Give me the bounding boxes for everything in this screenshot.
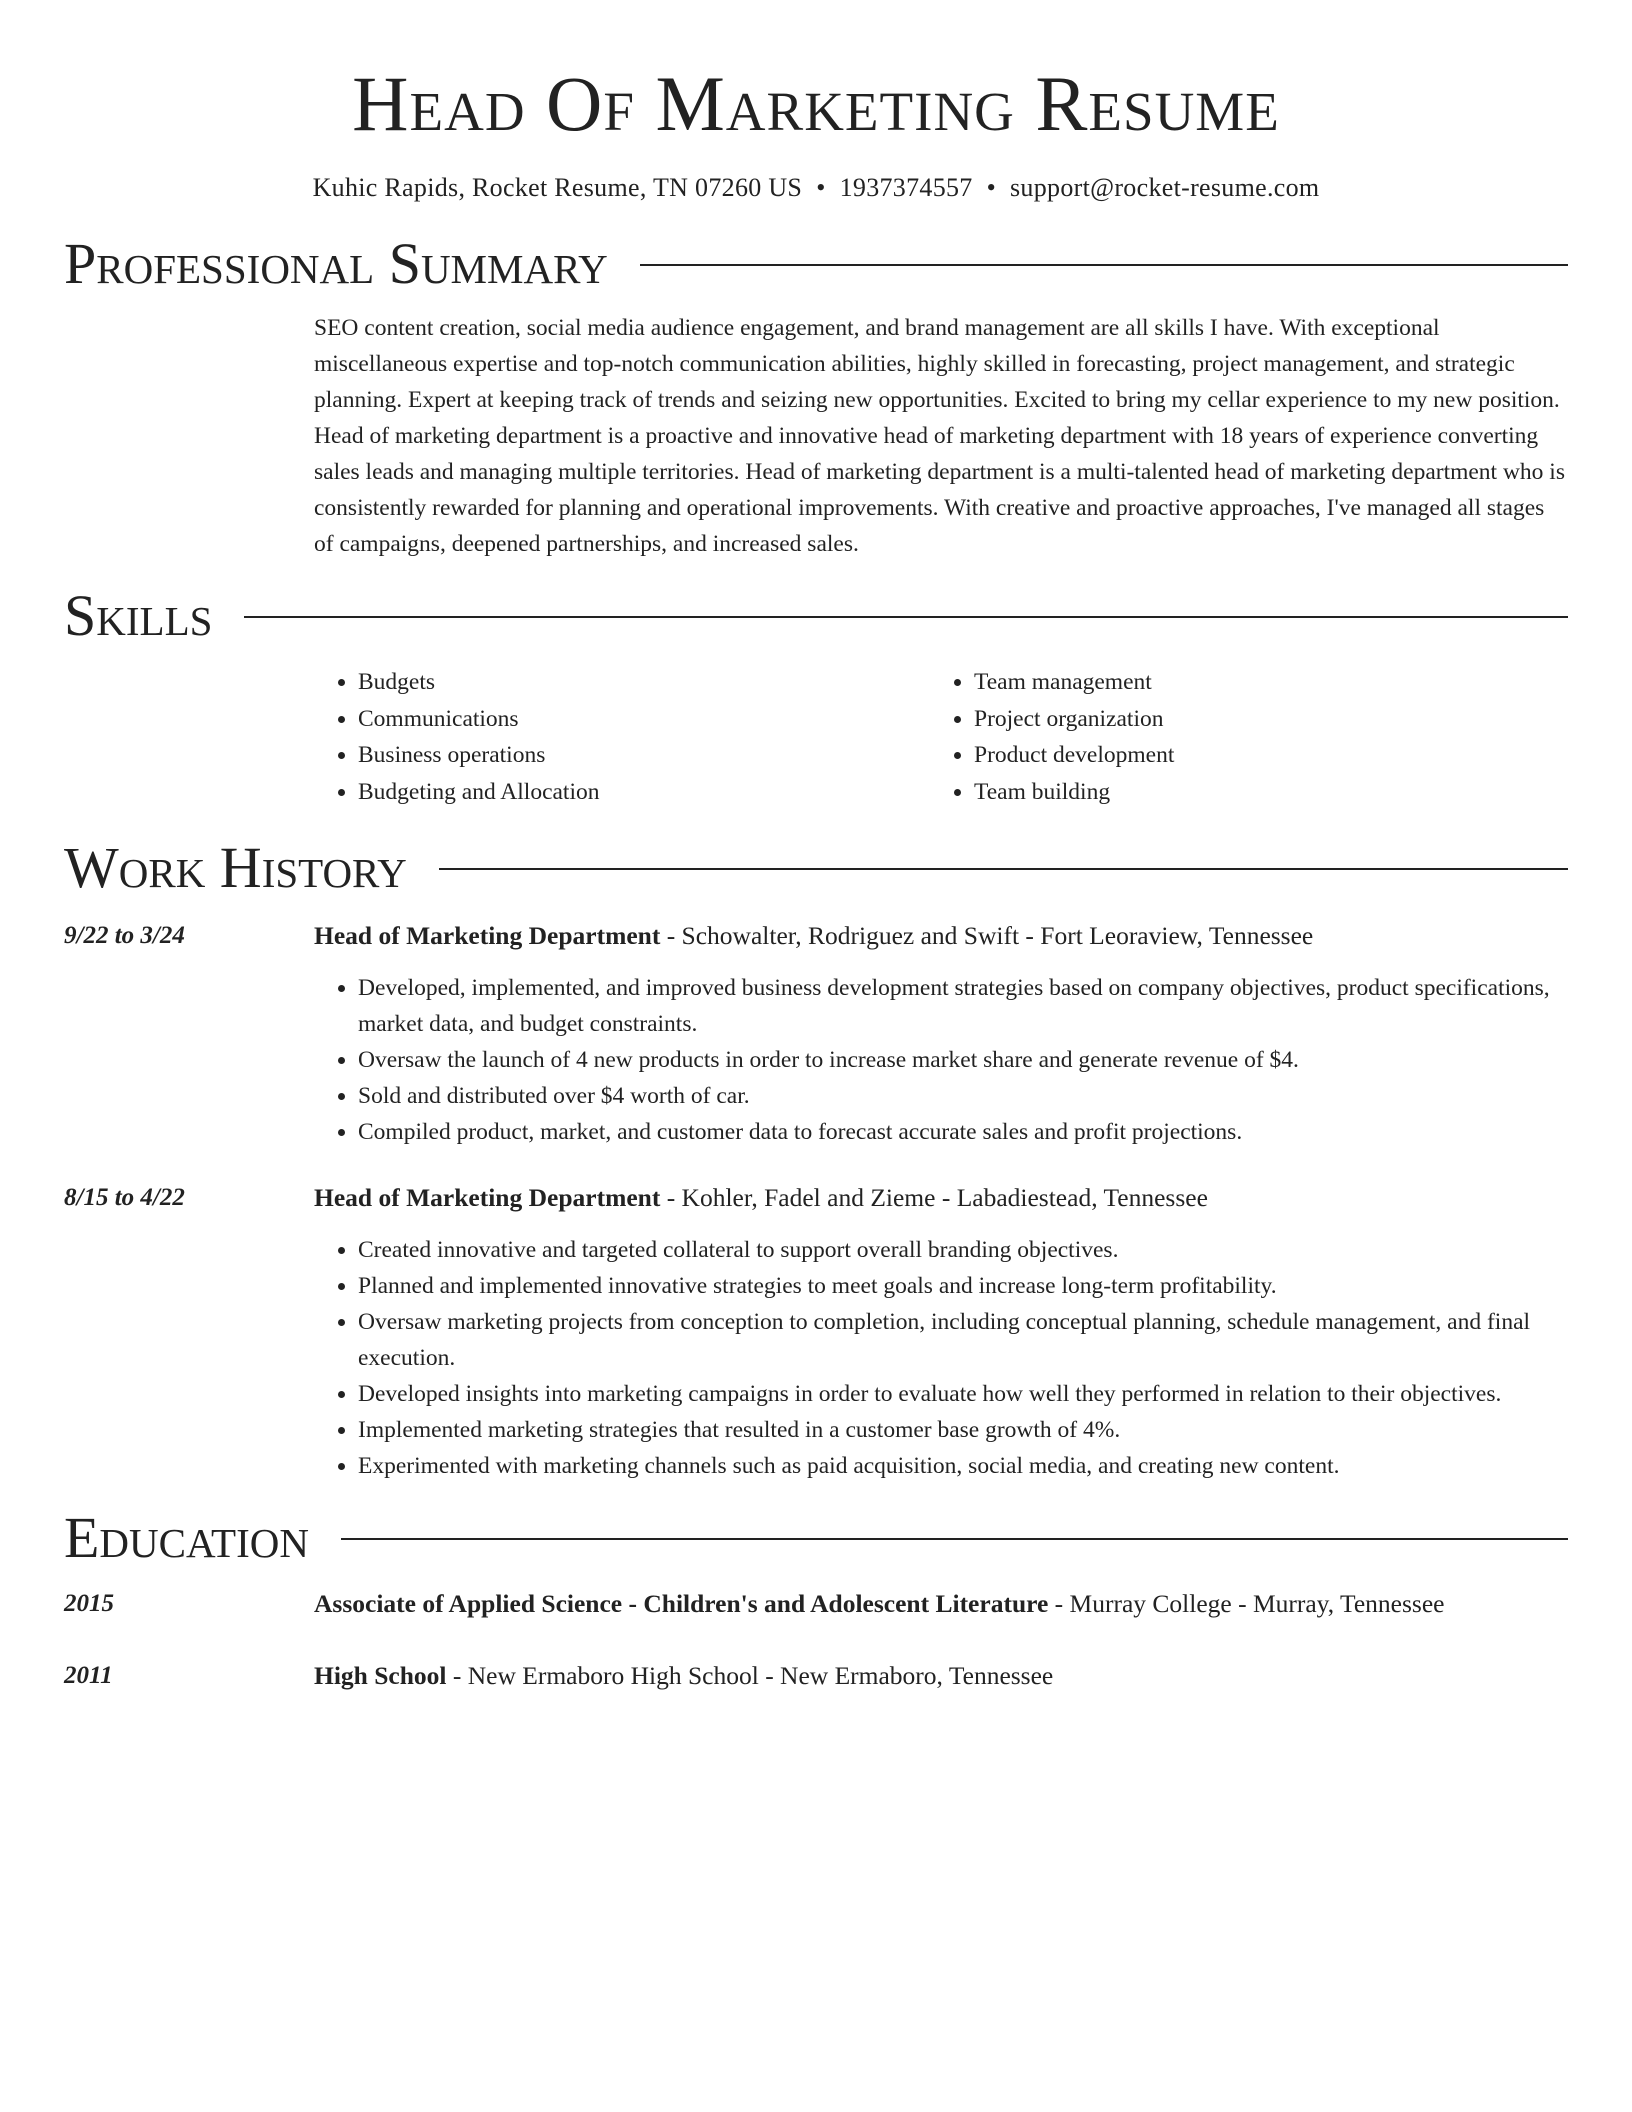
contact-separator: • (816, 173, 826, 202)
skill-item: • Budgeting and Allocation (358, 774, 930, 811)
skills-list-right (930, 664, 1546, 810)
work-bullet: • Implemented marketing strategies that resulted in a customer base growth of 4%. (358, 1412, 1568, 1448)
education-section-header (64, 1506, 1568, 1570)
education-details: - Murray College - Murray, Tennessee (1048, 1589, 1445, 1618)
work-bullet: • Sold and distributed over $4 worth of car. (358, 1078, 1568, 1114)
work-bullet: • Oversaw the launch of 4 new products in order to increase market share and generate revenue of $4. (358, 1042, 1568, 1078)
education-degree: High School (314, 1661, 447, 1690)
work-bullets (314, 970, 1568, 1150)
education-details: - New Ermaboro High School - New Ermaboro, Tennessee (446, 1661, 1054, 1690)
education-line (314, 1658, 1568, 1694)
section-divider (244, 616, 1568, 618)
skill-item: • Business operations (358, 737, 930, 774)
work-entry (64, 918, 1568, 1150)
summary-section (314, 310, 1568, 562)
work-section-header (64, 836, 1568, 900)
job-title: Head of Marketing Department (314, 921, 661, 950)
section-divider (439, 868, 1568, 870)
resume-title: Head Of Marketing Resume (352, 60, 1280, 147)
job-title: Head of Marketing Department (314, 1183, 661, 1212)
job-details: - Schowalter, Rodriguez and Swift - Fort Leoraview, Tennessee (660, 921, 1314, 950)
skills-list-left (314, 664, 930, 810)
skill-item: • Product development (974, 737, 1546, 774)
education-degree: Associate of Applied Science - Children's and Adolescent Literature (314, 1589, 1049, 1618)
skill-item: • Team management (974, 664, 1546, 701)
skills-section (314, 664, 1568, 810)
section-divider (341, 1538, 1568, 1540)
skills-heading: Skills (64, 583, 213, 648)
work-entry-body (314, 1180, 1568, 1484)
work-bullet: • Developed insights into marketing campaigns in order to evaluate how well they performed in relation to their objectives. (358, 1376, 1568, 1412)
education-entry (64, 1586, 1568, 1622)
resume-page (64, 0, 1568, 1694)
work-entry (64, 1180, 1568, 1484)
work-bullets (314, 1232, 1568, 1484)
contact-separator: • (986, 173, 996, 202)
work-entry-body (314, 918, 1568, 1150)
job-details: - Kohler, Fadel and Zieme - Labadiestead, Tennessee (660, 1183, 1208, 1212)
skill-item: • Budgets (358, 664, 930, 701)
summary-section-header (64, 232, 1568, 296)
contact-email: support@rocket-resume.com (1010, 173, 1320, 202)
work-bullet: • Planned and implemented innovative strategies to meet goals and increase long-term profitability. (358, 1268, 1568, 1304)
education-entry (64, 1658, 1568, 1694)
contact-phone: 1937374557 (839, 173, 973, 202)
work-date: 8/15 to 4/22 (64, 1184, 185, 1211)
skill-item: • Communications (358, 701, 930, 738)
skills-section-header (64, 584, 1568, 648)
work-title-line (314, 1180, 1568, 1216)
work-bullet: • Experimented with marketing channels such as paid acquisition, social media, and creating new content. (358, 1448, 1568, 1484)
education-year: 2011 (64, 1662, 113, 1689)
contact-address: Kuhic Rapids, Rocket Resume, TN 07260 US (312, 173, 803, 202)
summary-text: SEO content creation, social media audience engagement, and brand management are all skills I have. With exceptional miscellaneous expertise and top-notch communication abilities, highly skilled in forecasting, project management, and strategic planning. Expert at keeping track of trends and seizing new opportunities. Excited to bring my cellar experience to my new position. Head of marketing department is a proactive and innovative head of marketing department with 18 years of experience converting sales leads and managing multiple territories. Head of marketing department is a multi-talented head of marketing department who is consistently rewarded for planning and operational improvements. With creative and proactive approaches, I've managed all stages of campaigns, deepened partnerships, and increased sales. (314, 315, 1565, 557)
contact-line (64, 172, 1568, 204)
skill-item: • Project organization (974, 701, 1546, 738)
work-title-line (314, 918, 1568, 954)
summary-heading: Professional Summary (64, 231, 608, 296)
work-bullet: • Developed, implemented, and improved business development strategies based on company objectives, product specifications, market data, and budget constraints. (358, 970, 1568, 1042)
education-heading: Education (64, 1505, 309, 1570)
skill-item: • Team building (974, 774, 1546, 811)
work-bullet: • Compiled product, market, and customer data to forecast accurate sales and profit projections. (358, 1114, 1568, 1150)
work-bullet: • Created innovative and targeted collateral to support overall branding objectives. (358, 1232, 1568, 1268)
work-bullet: • Oversaw marketing projects from conception to completion, including conceptual planning, schedule management, and final execution. (358, 1304, 1568, 1376)
section-divider (640, 264, 1568, 266)
education-line (314, 1586, 1568, 1622)
education-year: 2015 (64, 1590, 114, 1617)
work-date: 9/22 to 3/24 (64, 922, 185, 949)
work-heading: Work History (64, 835, 407, 900)
